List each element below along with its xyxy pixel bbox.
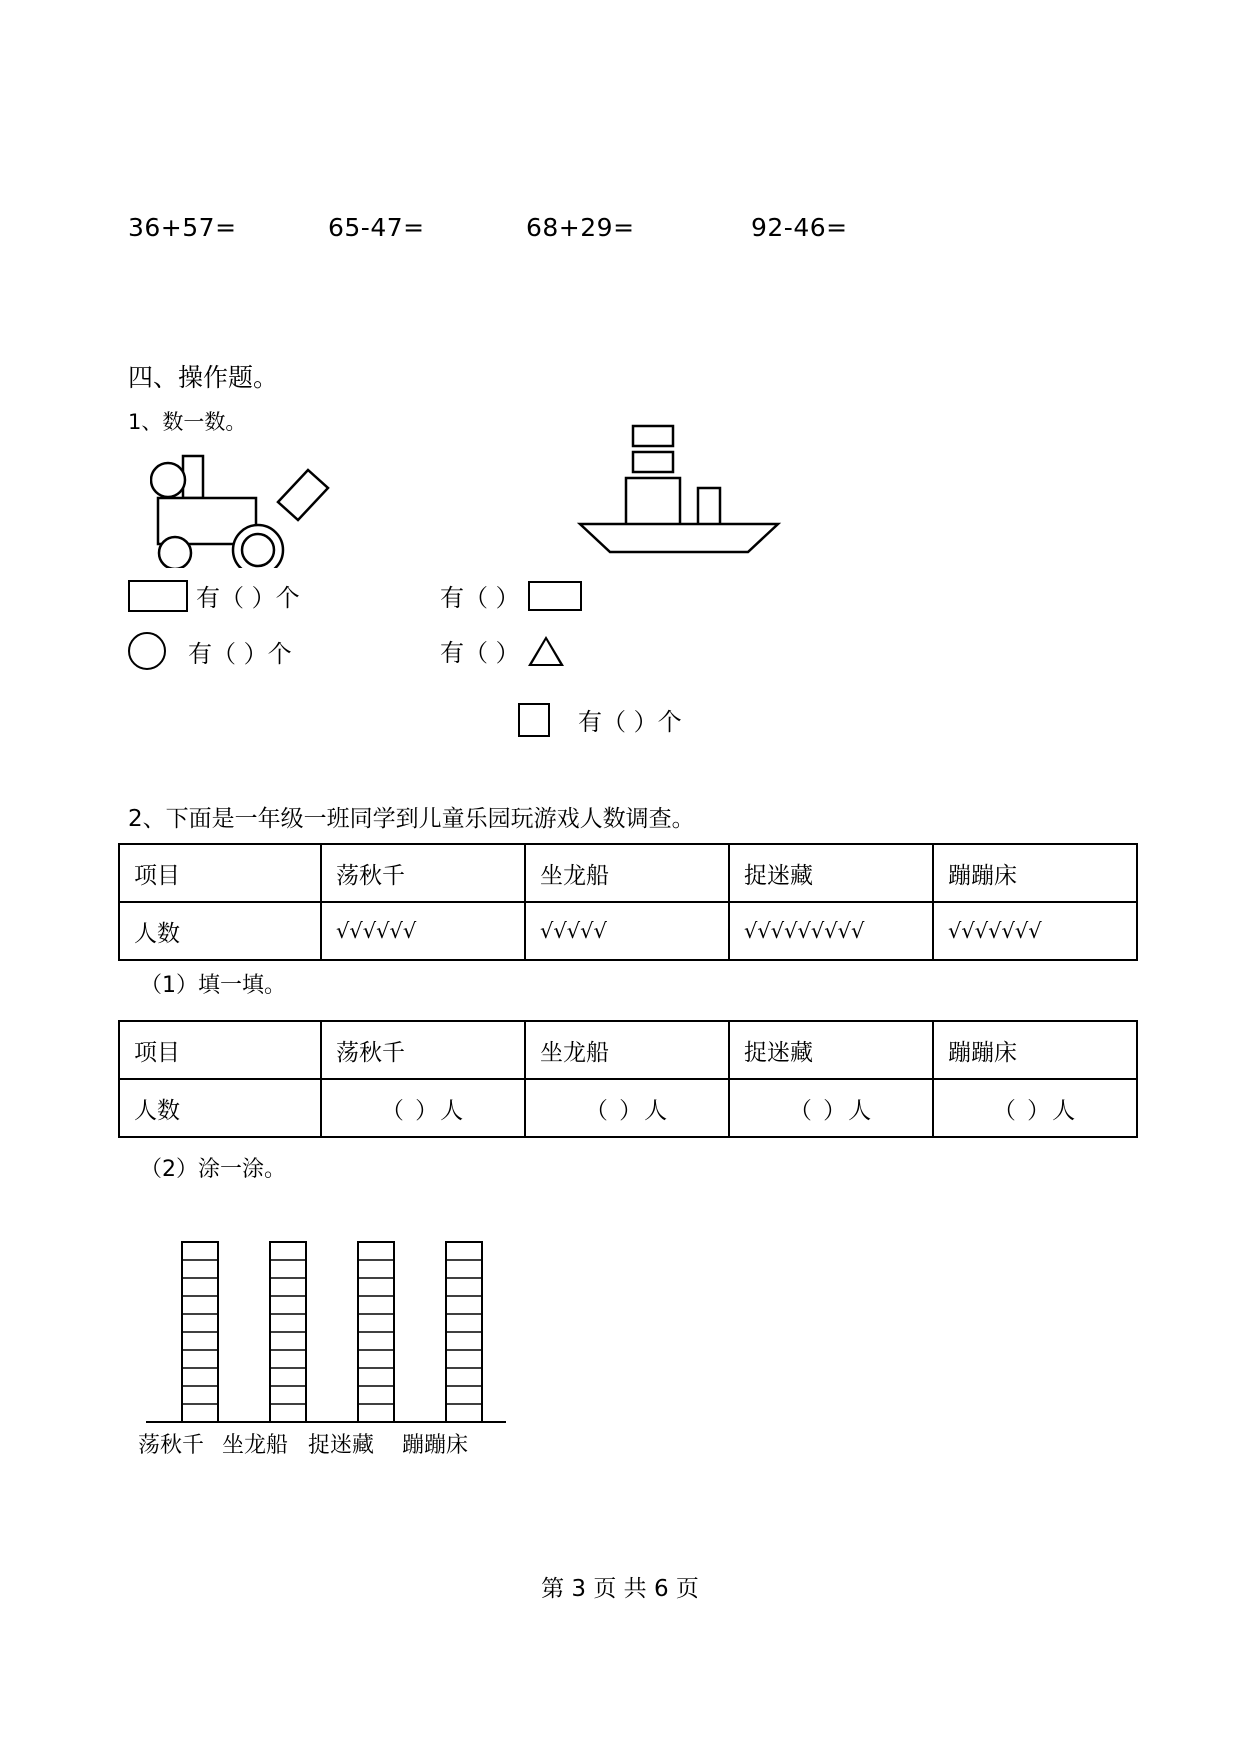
cart-wheel-small <box>159 537 191 568</box>
page-footer: 第 3 页 共 6 页 <box>541 1576 699 1602</box>
bar-column[interactable] <box>182 1242 218 1422</box>
fill-row-header-count: 人数 <box>119 1079 321 1137</box>
sub-question-1-heading: （1）填一填。 <box>140 973 286 998</box>
sub-question-2-heading: （2）涂一涂。 <box>140 1157 286 1182</box>
survey-tally-3: √√√√√√√√√ <box>729 902 933 960</box>
bar-chart-grid <box>146 1215 546 1440</box>
calc-item-2: 65-47= <box>328 213 425 242</box>
count-label-rectangle-left: 有（ ）个 <box>196 584 300 612</box>
chart-label-1: 荡秋千 <box>138 1433 205 1458</box>
rectangle-icon <box>528 581 582 611</box>
question-1-heading: 1、数一数。 <box>128 410 247 434</box>
table-row-header <box>119 844 1137 902</box>
triangle-icon <box>528 636 564 666</box>
survey-column-4: 蹦蹦床 <box>933 844 1137 902</box>
count-line-circle-left <box>128 632 300 670</box>
count-label-rectangle-right: 有（ ） <box>440 584 520 612</box>
table-row <box>119 1079 1137 1137</box>
chart-x-axis-labels <box>138 1428 558 1459</box>
survey-table <box>118 843 1138 961</box>
fill-answer-2[interactable]: （ ）人 <box>525 1079 729 1137</box>
bar-column[interactable] <box>270 1242 306 1422</box>
chart-label-2: 坐龙船 <box>222 1433 289 1458</box>
boat-mast-rectangle <box>698 488 720 526</box>
calc-item-3: 68+29= <box>526 213 635 242</box>
calc-item-1: 36+57= <box>128 213 237 242</box>
cart-top-circle <box>151 463 185 497</box>
fill-answer-1[interactable]: （ ）人 <box>321 1079 525 1137</box>
count-label-square-bottom: 有（ ）个 <box>578 708 682 736</box>
boat-cabin-rectangle <box>626 478 680 526</box>
survey-tally-2: √√√√√ <box>525 902 729 960</box>
survey-row-header-count: 人数 <box>119 902 321 960</box>
boat-hull-trapezoid <box>580 524 778 552</box>
fill-column-4: 蹦蹦床 <box>933 1021 1137 1079</box>
chart-label-4: 蹦蹦床 <box>402 1433 469 1458</box>
fill-column-1: 荡秋千 <box>321 1021 525 1079</box>
bar-column[interactable] <box>358 1242 394 1422</box>
cart-wheel-large-inner <box>242 534 274 566</box>
circle-icon <box>128 632 166 670</box>
cart-figure <box>150 448 370 568</box>
square-icon <box>518 703 550 737</box>
survey-column-2: 坐龙船 <box>525 844 729 902</box>
count-line-square-bottom <box>518 702 690 737</box>
count-label-circle-left: 有（ ）个 <box>188 639 292 668</box>
chart-label-3: 捉迷藏 <box>308 1433 375 1458</box>
bar-column[interactable] <box>446 1242 482 1422</box>
fill-in-table <box>118 1020 1138 1138</box>
table-row-header <box>119 1021 1137 1079</box>
boat-top-box-1 <box>633 426 673 446</box>
bar-columns-group <box>182 1242 482 1422</box>
fill-row-header-item: 项目 <box>119 1021 321 1079</box>
survey-tally-4: √√√√√√√ <box>933 902 1137 960</box>
table-row <box>119 902 1137 960</box>
calc-item-4: 92-46= <box>751 213 848 242</box>
fill-answer-3[interactable]: （ ）人 <box>729 1079 933 1137</box>
fill-column-3: 捉迷藏 <box>729 1021 933 1079</box>
cart-barrel-parallelogram <box>278 470 328 520</box>
count-line-rectangle-right <box>432 578 582 613</box>
section-four-heading: 四、操作题。 <box>128 363 279 392</box>
survey-column-1: 荡秋千 <box>321 844 525 902</box>
fill-answer-4[interactable]: （ ）人 <box>933 1079 1137 1137</box>
count-line-triangle-right <box>432 633 564 668</box>
rectangle-icon <box>128 580 188 612</box>
question-2-heading: 2、下面是一年级一班同学到儿童乐园玩游戏人数调查。 <box>128 806 695 832</box>
survey-row-header-item: 项目 <box>119 844 321 902</box>
count-line-rectangle-left <box>128 578 308 613</box>
boat-figure <box>570 420 790 565</box>
arithmetic-row <box>128 213 1108 242</box>
count-label-triangle-right: 有（ ） <box>440 639 520 667</box>
survey-column-3: 捉迷藏 <box>729 844 933 902</box>
survey-tally-1: √√√√√√ <box>321 902 525 960</box>
boat-top-box-2 <box>633 452 673 472</box>
fill-column-2: 坐龙船 <box>525 1021 729 1079</box>
